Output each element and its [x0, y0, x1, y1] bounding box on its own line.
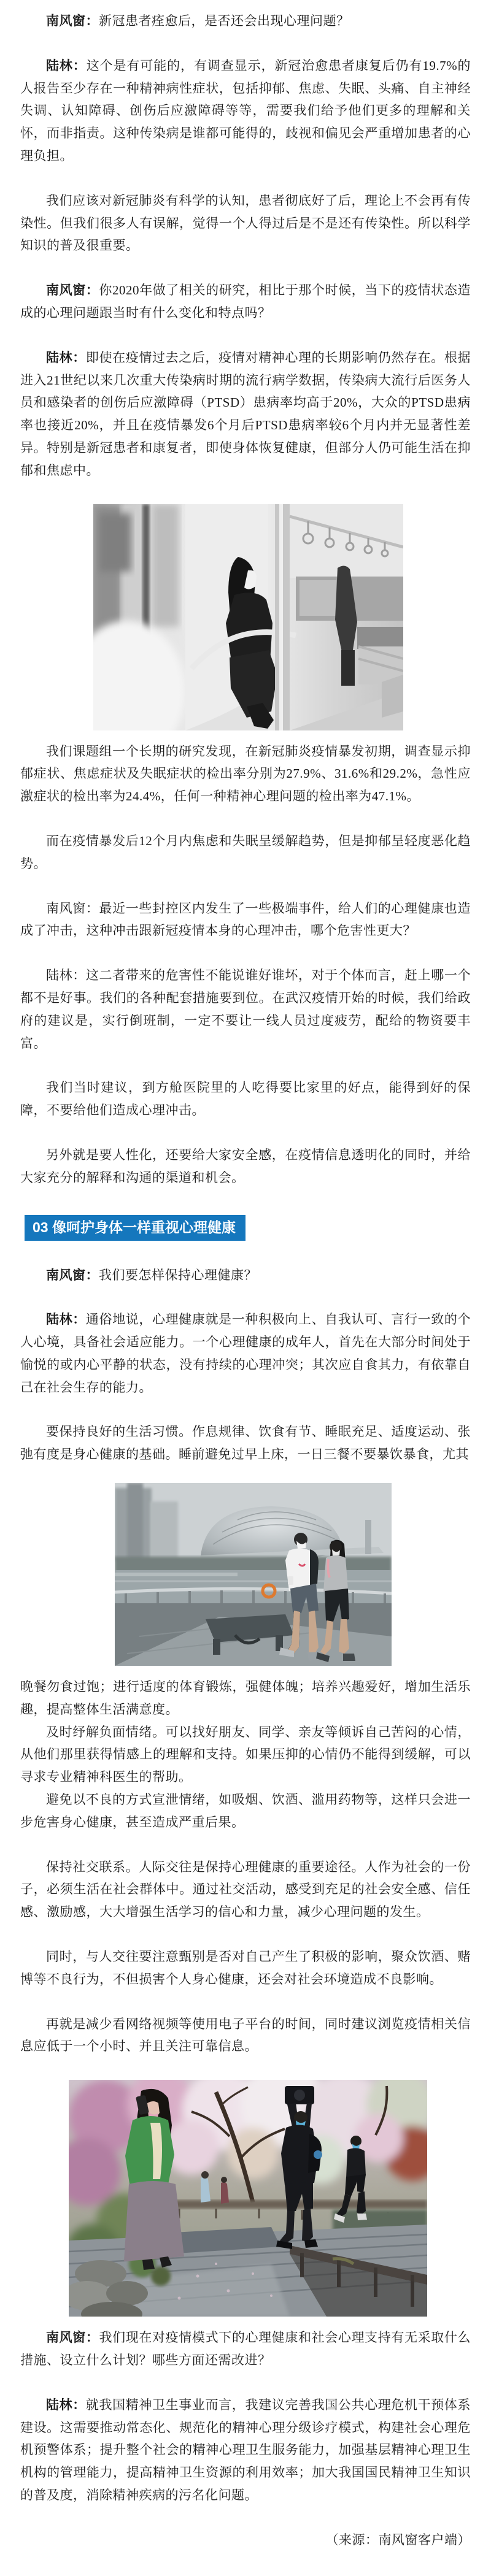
- answer-text: 这二者带来的危害性不能说谁好谁坏，对于个体而言，赶上哪一个都不是好事。我们的各种配套措施要到位。在武汉疫情开始的时候，我们给政府的建议是，实行倒班制，一定不要让一线人员过度疲劳，配给的物资要丰富。: [20, 968, 471, 1051]
- speaker-label: 陆林：: [46, 2397, 86, 2412]
- paragraph: 另外就是要人性化，还要给大家安全感，在疫情信息透明化的同时，并给大家充分的解释和沟通的渠道和机会。: [20, 1147, 471, 1185]
- paragraph: 及时纾解负面情绪。可以找好朋友、同学、亲友等倾诉自己苦闷的心情，从他们那里获得情感上的理解和支持。如果压抑的心情仍不能得到缓解，可以寻求专业精神科医生的帮助。: [20, 1724, 471, 1785]
- paragraph: 而在疫情暴发后12个月内焦虑和失眠呈缓解趋势，但是抑郁呈轻度恶化趋势。: [20, 833, 471, 871]
- answer-2: [20, 347, 471, 482]
- answer-text: 通俗地说，心理健康就是一种积极向上、自我认可、言行一致的个人心境，具备社会适应能力。一个心理健康的成年人，首先在大部分时间处于愉悦的或内心平静的状态，没有持续的心理冲突；其次应自食其力，有依靠自己在社会生存的能力。: [20, 1312, 471, 1395]
- speaker-label: 陆林：: [46, 58, 87, 73]
- answer-text: 这个是有可能的，有调查显示，新冠治愈患者康复后仍有19.7%的人报告至少存在一种精神病性症状，包括抑郁、焦虑、失眠、头痛、自主神经失调、认知障碍、创伤后应激障碍等等，需要我们给予他们更多的理解和关怀，而非指责。这种传染病是谁都可能得的，歧视和偏见会严重增加患者的心理负担。: [20, 58, 471, 163]
- article-photo-spring-park: [69, 2080, 471, 2317]
- answer-5: [20, 2394, 471, 2507]
- paragraph: 晚餐勿食过饱；进行适度的体育锻炼，强健体魄；培养兴趣爱好，增加生活乐趣，提高整体生活满意度。: [20, 1679, 471, 1717]
- speaker-label: 陆林：: [46, 968, 86, 983]
- speaker-label: 南风窗：: [46, 2330, 99, 2345]
- speaker-label: 陆林：: [46, 350, 86, 365]
- paragraph: 保持社交联系。人际交往是保持心理健康的重要途径。人作为社会的一份子，必须生活在社会群体中。通过社交活动，感受到充足的社会安全感、信任感、激励感，大大增强生活学习的信心和力量，减少心理问题的发生。: [20, 1859, 471, 1920]
- section-banner: 03 像呵护身体一样重视心理健康: [25, 1215, 246, 1241]
- question-3: [20, 897, 471, 943]
- speaker-label: 南风窗：: [46, 900, 99, 916]
- speaker-label: 南风窗：: [46, 13, 99, 28]
- speaker-label: 南风窗：: [46, 283, 99, 298]
- answer-4: [20, 1308, 471, 1398]
- speaker-label: 陆林：: [46, 1312, 86, 1327]
- paragraph: 我们应该对新冠肺炎有科学的认知，患者彻底好了后，理论上不会再有传染性。但我们很多人有误解，觉得一个人得过后是不是还有传染性。所以科学知识的普及很重要。: [20, 193, 471, 253]
- paragraph: 避免以不良的方式宣泄情绪，如吸烟、饮酒、滥用药物等，这样只会进一步危害身心健康，甚至造成严重后果。: [20, 1792, 471, 1830]
- article-photo-subway: [93, 504, 471, 730]
- paragraph: 同时，与人交往要注意甄别是否对自己产生了积极的影响，聚众饮酒、赌博等不良行为，不但损害个人身心健康，还会对社会环境造成不良影响。: [20, 1949, 471, 1987]
- question-text: 我们现在对疫情模式下的心理健康和社会心理支持有无采取什么措施、设立什么计划？哪些方面还需改进？: [20, 2330, 471, 2368]
- question-1: [20, 10, 471, 33]
- question-2: [20, 279, 471, 324]
- source-note: （来源：南风窗客户端）: [325, 2532, 471, 2547]
- question-5: [20, 2326, 471, 2372]
- speaker-label: 南风窗：: [46, 1267, 99, 1282]
- paragraph: 我们课题组一个长期的研究发现，在新冠肺炎疫情暴发初期，调查显示抑郁症状、焦虑症状及失眠症状的检出率分别为27.9%、31.6%和29.2%，急性应激症状的检出率为24.4%，任何一种精神心理问题的检出率为47.1%。: [20, 743, 471, 804]
- question-text: 我们要怎样保持心理健康？: [99, 1267, 257, 1282]
- question-text: 你2020年做了相关的研究，相比于那个时候，当下的疫情状态造成的心理问题跟当时有什么变化和特点吗？: [20, 283, 471, 320]
- answer-1: [20, 55, 471, 167]
- question-text: 新冠患者痊愈后，是否还会出现心理问题？: [99, 13, 350, 28]
- question-4: [20, 1264, 471, 1287]
- answer-3: [20, 964, 471, 1054]
- paragraph: 我们当时建议，到方舱医院里的人吃得要比家里的好点，能得到好的保障，不要给他们造成心理冲击。: [20, 1080, 471, 1118]
- article-photo-waterfront: [115, 1483, 471, 1666]
- question-text: 最近一些封控区内发生了一些极端事件，给人们的心理健康也造成了冲击，这种冲击跟新冠疫情本身的心理冲击，哪个危害性更大？: [20, 900, 471, 938]
- answer-text: 就我国精神卫生事业而言，我建议完善我国公共心理危机干预体系建设。这需要推动常态化、规范化的精神心理分级诊疗模式，构建社会心理危机预警体系；提升整个社会的精神心理卫生服务能力，加强基层精神心理卫生机构的管理能力，提高精神卫生资源的利用效率；加大我国国民精神卫生知识的普及度，消除精神疾病的污名化问题。: [20, 2397, 471, 2503]
- answer-text: 即使在疫情过去之后，疫情对精神心理的长期影响仍然存在。根据进入21世纪以来几次重大传染病时期的流行病学数据，传染病大流行后医务人员和感染者的创伤后应激障碍（PTSD）患病率均高于20%，大众的PTSD患病率也接近20%，并且在疫情暴发6个月后PTSD患病率较6个月内并无显著性差异。特别是新冠患者和康复者，即使身体恢复健康，但部分人仍可能生活在抑郁和焦虑中。: [20, 350, 471, 478]
- paragraph: 要保持良好的生活习惯。作息规律、饮食有节、睡眠充足、适度运动、张弛有度是身心健康的基础。睡前避免过早上床，一日三餐不要暴饮暴食，尤其: [20, 1424, 471, 1462]
- paragraph: 再就是减少看网络视频等使用电子平台的时间，同时建议浏览疫情相关信息应低于一个小时、并且关注可靠信息。: [20, 2016, 471, 2054]
